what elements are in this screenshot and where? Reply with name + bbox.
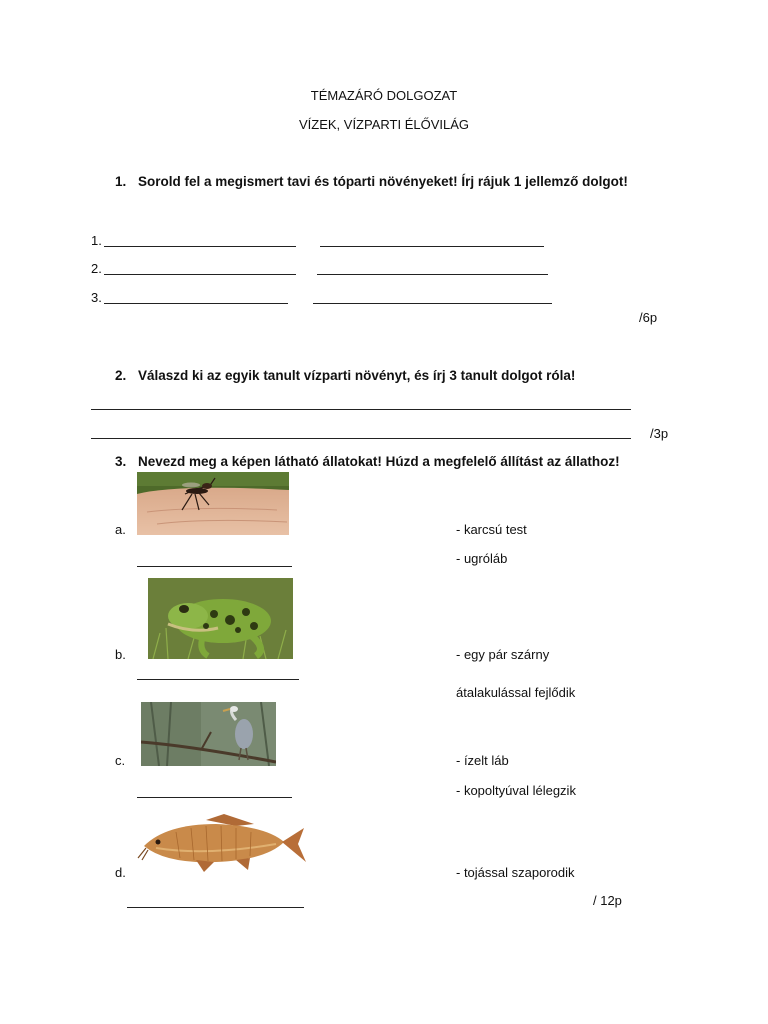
item-b-name-line[interactable] [137,679,299,680]
item-d-name-line[interactable] [127,907,304,908]
item-a-letter: a. [115,522,126,537]
question-1-text: Sorold fel a megismert tavi és tóparti növényeket! Írj rájuk 1 jellemző dolgot! [138,174,628,189]
frog-image [148,578,293,659]
q1-answer-line-3a[interactable] [104,303,288,304]
q1-line-number-3: 3. [91,290,102,305]
question-1-number: 1. [115,174,127,189]
item-c-name-line[interactable] [137,797,292,798]
statement-3[interactable]: - egy pár szárny [456,647,550,662]
q1-answer-line-1b[interactable] [320,246,544,247]
statement-6[interactable]: - kopoltyúval lélegzik [456,783,576,798]
q1-answer-line-2a[interactable] [104,274,296,275]
heron-image [141,702,276,766]
question-3-number: 3. [115,454,127,469]
carp-image [136,810,308,876]
question-3-text: Nevezd meg a képen látható állatokat! Húzd a megfelelő állítást az állathoz! [138,454,620,469]
worksheet-subtitle: VÍZEK, VÍZPARTI ÉLŐVILÁG [298,117,469,132]
q2-answer-line-2[interactable] [91,438,631,439]
q1-answer-line-3b[interactable] [313,303,552,304]
worksheet-title: TÉMAZÁRÓ DOLGOZAT [310,88,458,103]
item-b-letter: b. [115,647,126,662]
item-c-letter: c. [115,753,126,768]
statement-5[interactable]: - ízelt láb [456,753,509,768]
statement-4[interactable]: átalakulással fejlődik [456,685,576,700]
item-a-name-line[interactable] [137,566,292,567]
q1-line-number-2: 2. [91,261,102,276]
item-d-letter: d. [115,865,126,880]
q3-points: / 12p [593,893,622,908]
mosquito-image [137,472,289,535]
q1-answer-line-2b[interactable] [317,274,548,275]
q2-answer-line-1[interactable] [91,409,631,410]
statement-1[interactable]: - karcsú test [456,522,527,537]
q2-points: /3p [650,426,669,441]
question-2-text: Válaszd ki az egyik tanult vízparti növényt, és írj 3 tanult dolgot róla! [138,368,576,383]
q1-points: /6p [639,310,658,325]
statement-2[interactable]: - ugróláb [456,551,508,566]
question-2-number: 2. [115,368,127,383]
q1-line-number-1: 1. [91,233,102,248]
q1-answer-line-1a[interactable] [104,246,296,247]
statement-7[interactable]: - tojással szaporodik [456,865,575,880]
